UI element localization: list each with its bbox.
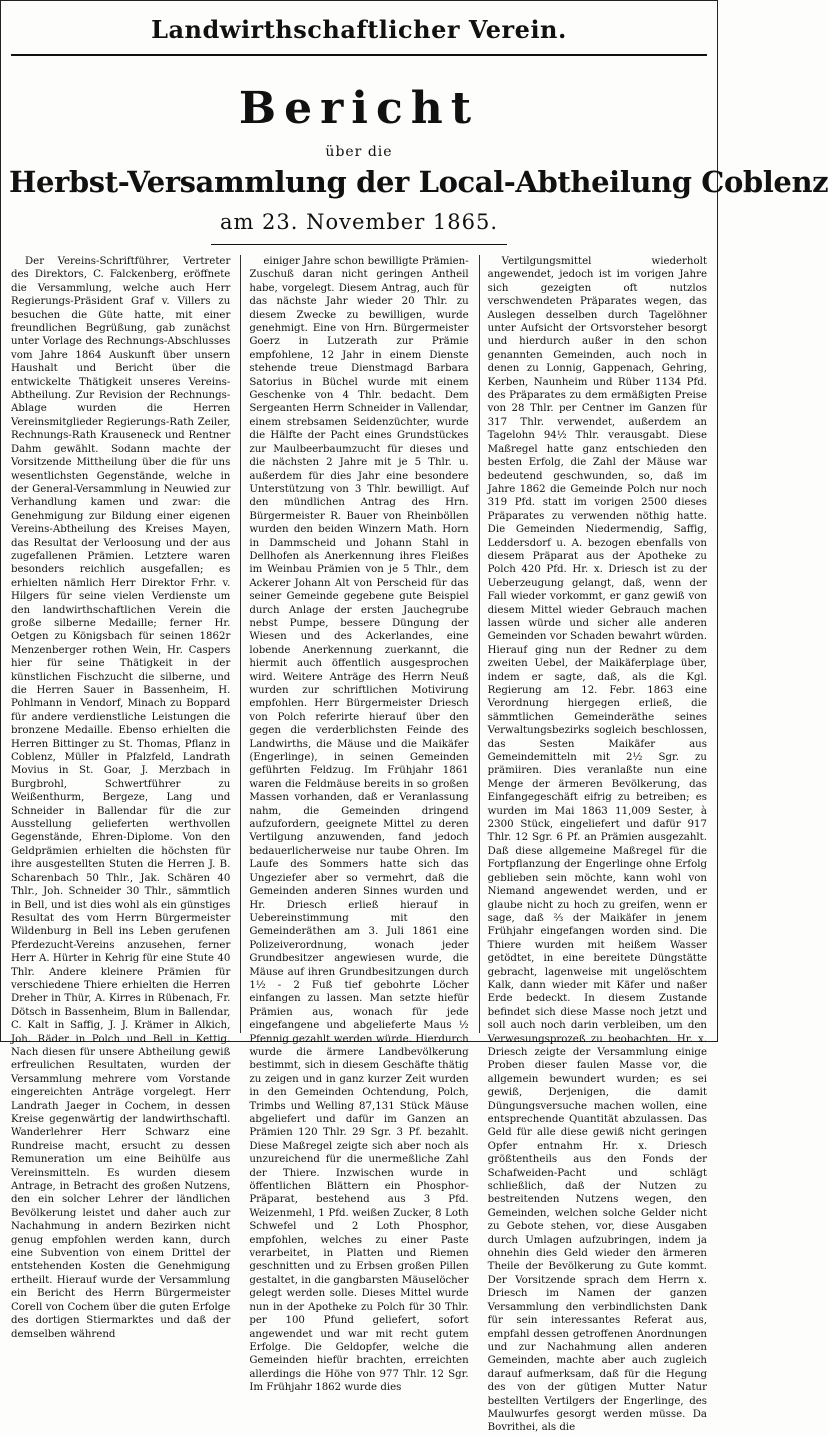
report-heading: Bericht xyxy=(238,83,480,134)
meeting-title: Herbst-Versammlung der Local-Abtheilung Coblenz xyxy=(9,165,828,199)
section-header: Landwirthschaftlicher Verein. xyxy=(151,15,567,44)
meeting-date: am 23. November 1865. xyxy=(219,210,499,234)
article-column-3 xyxy=(479,255,707,1434)
article-column-2 xyxy=(240,255,469,1394)
title-rule xyxy=(211,244,507,245)
column-1-text: Der Vereins-Schriftführer, Vertreter des Direktors, C. Falckenberg, eröffnete die Versammlung, welche auch Herr Regierungs-Präsident Graf v. Villers zu besuchen die Güte hatte, mit einer freundlichen Begrüßung, gab zunächst unter Vorlage des Rechnungs-Abschlusses vom Jahre 1864 Auskunft über unsern Haushalt und Bericht über die entwickelte Thätigkeit unseres Vereins-Abtheilung. Zur Revision der Rechnungs-Ablage wurden die Herren Vereinsmitglieder Regierungs-Rath Zeiler, Rechnungs-Rath Krauseneck und Rentner Dahm gewählt. Sodann machte der Vorsitzende Mittheilung über die für uns wesentlichsten Gegenstände, welche in der General-Versammlung in Neuwied zur Verhandlung kamen und zwar: die Genehmigung zur Bildung einer eigenen Vereins-Abtheilung des Kreises Mayen, das Resultat der Verloosung und der aus zugefallenen Prämien. Letztere waren besonders reichlich ausgefallen; es erhielten nämlich Herr Direktor Frhr. v. Hilgers für seine vielen Verdienste um den landwirthschaftlichen Verein die große silberne Medaille; ferner Hr. Oetgen zu Königsbach für seinen 1862r Menzenberger rothen Wein, Hr. Caspers hier für seine Thätigkeit in der künstlichen Fischzucht die silberne, und die Herren Sauer in Bassenheim, H. Pohlmann in Vendorf, Minach zu Boppard für andere verdienstliche Leistungen die bronzene Medaille. Ebenso erhielten die Herren Bittinger zu St. Thomas, Pflanz in Coblenz, Müller in Pfalzfeld, Landrath Movius in St. Goar, J. Merzbach in Burgbrohl, Schwertführer zu Weißenthurm, Bergeze, Lang und Schneider in Ballendar für die zur Ausstellung gelieferten werthvollen Gegenstände, Ehren-Diplome. Von den Geldprämien erhielten die höchsten für ihre ausgestellten Stuten die Herren J. B. Scharenbach 50 Thlr., Jak. Schären 40 Thlr., Joh. Schneider 30 Thlr., sämmtlich in Bell, und ist dies wohl als ein günstiges Resultat des vom Herrn Bürgermeister Wildenburg in Bell ins Leben gerufenen Pferdezucht-Vereins anzusehen, ferner Herr A. Hürter in Kehrig für eine Stute 40 Thlr. Andere kleinere Prämien für verschiedene Thiere erhielten die Herren Dreher in Thür, A. Kirres in Rübenach, Fr. Dötsch in Bassenheim, Blum in Ballendar, C. Kalt in Saffig, J. J. Krämer in Alkich, Joh. Räder in Polch und Bell in Kettig. Nach diesen für unsere Abtheilung gewiß erfreulichen Resultaten, wurden der Versammlung mehrere vom Vorstande eingereichten Anträge vorgelegt. Herr Landrath Jaeger in Cochem, in dessen Kreise gegenwärtig der landwirthschaftl. Wanderlehrer Herr Schwarz eine Rundreise macht, ersucht zu dessen Remuneration um eine Beihülfe aus Vereinsmitteln. Es wurden diesem Antrage, in Betracht des großen Nutzens, den ein solcher Lehrer der ländlichen Bevölkerung leistet und daher auch zur Nachahmung in andern Bezirken nicht genug empfohlen werden kann, durch eine Subvention von einem Drittel der entstehenden Kosten die Genehmigung ertheilt. Hierauf wurde der Versammlung ein Bericht des Herrn Bürgermeister Corell von Cochem über die guten Erfolge des dortigen Stiermarktes und daß der demselben während xyxy=(11,256,231,1340)
column-3-text: Vertilgungsmittel wiederholt angewendet, jedoch ist im vorigen Jahre sich gezeigten oft nutzlos verschwendeten Präparates wegen, das Auslegen desselben durch Tagelöhner unter Aufsicht der Ortsvorsteher besorgt und hierdurch außer in den schon genannten Gemeinden, auch noch in denen zu Lonnig, Gappenach, Gehring, Kerben, Naunheim und Rüber 1134 Pfd. des Präparates zu dem ermäßigten Preise von 28 Thlr. per Centner im Ganzen für 317 Thlr. verwendet, außerdem an Tagelohn 94½ Thlr. verausgabt. Diese Maßregel hatte ganz entschieden den besten Erfolg, die Zahl der Mäuse war bedeutend geschwunden, so, daß im Jahre 1862 die Gemeinde Polch nur noch 319 Pfd. statt im vorigen 2500 dieses Präparates zu verwenden nöthig hatte. Die Gemeinden Niedermendig, Saffig, Leddersdorf u. A. bezogen ebenfalls von diesem Präparat aus der Apotheke zu Polch 420 Pfd. Hr. x. Driesch ist zu der Ueberzeugung gelangt, daß, wenn der Fall wieder vorkommt, er ganz gewiß von diesem Mittel wieder Gebrauch machen lassen würde und sicher alle anderen Gemeinden vor Schaden bewahrt würden. Hierauf ging nun der Redner zu dem zweiten Uebel, der Maikäferplage über, indem er sagte, daß, als die Kgl. Regierung am 12. Febr. 1863 eine Verordnung hiergegen erließ, die sämmtlichen Gemeinderäthe seines Verwaltungsbezirks sogleich beschlossen, das Sesten Maikäfer aus Gemeindemitteln mit 2½ Sgr. zu prämiiren. Dies veranlaßte nun eine Menge der ärmeren Bevölkerung, das Einfangegeschäft eifrig zu betreiben; es wurden im Mai 1863 11,009 Sester, à 2300 Stück, eingeliefert und dafür 917 Thlr. 12 Sgr. 6 Pf. an Prämien ausgezahlt. Daß diese allgemeine Maßregel für die Fortpflanzung der Engerlinge ohne Erfolg geblieben sein möchte, kann wohl von Niemand angewendet werden, und er glaube nicht zu hoch zu greifen, wenn er sage, daß ⅔ der Maikäfer in jenem Frühjahr eingefangen worden sind. Die Thiere wurden mit heißem Wasser getödtet, in eine bereitete Düngstätte gebracht, lagenweise mit ungelöschtem Kalk, dann wieder mit Käfer und naßer Erde bedeckt. In diesem Zustande befindet sich diese Masse noch jetzt und soll auch noch darin verbleiben, um den Verwesungsprozeß zu beobachten. Hr. x. Driesch zeigte der Versammlung einige Proben dieser faulen Masse vor, die allgemein bewundert wurden; es sei gewiß, Derjenigen, die damit Düngungsversuche machen wollen, eine entsprechende Quantität abzulassen. Das Geld für alle diese gewiß nicht geringen Opfer entnahm Hr. x. Driesch größtentheils aus den Fonds der Schafweiden-Pacht und schlägt schließlich, daß der Nutzen zu bestreitenden Nutzens wegen, den Gemeinden, welchen solche Gelder nicht zu Gebote stehen, vor, diese Ausgaben durch Umlagen aufzubringen, indem ja ohnehin dies Geld wieder den ärmeren Theile der Bevölkerung zu Gute kommt. Der Vorsitzende sprach dem Herrn x. Driesch im Namen der ganzen Versammlung den verbindlichsten Dank für sein interessantes Referat aus, empfahl dessen getroffenen Anordnungen und zur Nachahmung allen anderen Gemeinden, machte aber auch zugleich darauf aufmerksam, daß für die Hegung des von der gütigen Mutter Natur bestellten Vertilgers der Engerlinge, des Maulwurfes gesorgt werden müsse. Da Bovrithei, als die xyxy=(487,256,707,1434)
article-column-1 xyxy=(11,255,231,1340)
column-2-text: einiger Jahre schon bewilligte Prämien-Zuschuß daran nicht geringen Antheil habe, vorgelegt. Diesem Antrag, auch für das nächste Jahr wieder 20 Thlr. zu diesem Zwecke zu bewilligen, wurde genehmigt. Eine von Hrn. Bürgermeister Goerz in Lutzerath zur Prämie empfohlene, 12 Jahr in einem Dienste stehende treue Dienstmagd Barbara Satorius in Büchel wurde mit einem Geschenke von 4 Thlr. bedacht. Dem Sergeanten Herrn Schneider in Vallendar, einem strebsamen Seidenzüchter, wurde die Hälfte der Pacht eines Grundstückes zur Maulbeerbaumzucht für dieses und die nächsten 2 Jahre mit je 5 Thlr. u. außerdem für dies Jahr eine besondere Unterstützung von 3 Thlr. bewilligt. Auf den mündlichen Antrag des Hrn. Bürgermeister R. Bauer von Rheinböllen wurden den beiden Winzern Math. Horn in Dammscheid und Johann Stahl in Dellhofen als Anerkennung ihres Fleißes im Weinbau Prämien von je 5 Thlr., dem Ackerer Johann Alt von Perscheid für das seiner Gemeinde gegebene gute Beispiel durch Anlage der ersten Jauchegrube nebst Pumpe, bessere Düngung der Wiesen und des Ackerlandes, eine lobende Anerkennung zuerkannt, die hiermit auch öffentlich ausgesprochen wird. Weitere Anträge des Herrn Neuß wurden zur schriftlichen Motivirung empfohlen. Herr Bürgermeister Driesch von Polch referirte hierauf über den gegen die verderblichsten Feinde des Landwirths, die Mäuse und die Maikäfer (Engerlinge), in seinen Gemeinden geführten Feldzug. Im Frühjahr 1861 waren die Feldmäuse bereits in so großen Massen vorhanden, daß er Veranlassung nahm, die Gemeinden dringend aufzufordern, geeignete Mittel zu deren Vertilgung anzuwenden, fand jedoch bedauerlicherweise nur taube Ohren. Im Laufe des Sommers hatte sich das Ungeziefer aber so vermehrt, daß die Gemeinden anderen Sinnes wurden und Hr. Driesch erließ hierauf in Uebereinstimmung mit den Gemeinderäthen am 3. Juli 1861 eine Polizeiverordnung, wonach jeder Grundbesitzer angewiesen wurde, die Mäuse auf ihren Grundbesitzungen durch 1½ - 2 Fuß tief gebohrte Löcher einfangen zu lassen. Man setzte hiefür Prämien aus, wonach für jede eingefangene und abgelieferte Maus ½ Pfennig gezahlt werden würde. Hierdurch wurde die ärmere Landbevölkerung bestimmt, sich in diesem Geschäfte thätig zu zeigen und in ganz kurzer Zeit wurden in den Gemeinden Ochtendung, Polch, Trimbs und Welling 87,131 Stück Mäuse abgeliefert und dafür im Ganzen an Prämien 120 Thlr. 29 Sgr. 3 Pf. bezahlt. Diese Maßregel zeigte sich aber noch als unzureichend für die unermeßliche Zahl der Thiere. Inzwischen wurde in öffentlichen Blättern ein Phosphor-Präparat, bestehend aus 3 Pfd. Weizenmehl, 1 Pfd. weißen Zucker, 8 Loth Schwefel und 2 Loth Phosphor, empfohlen, welches zu einer Paste verarbeitet, in Platten und Riemen geschnitten und zu Erbsen großen Pillen gestaltet, in die gangbarsten Mäuselöcher gelegt werden solle. Dieses Mittel wurde nun in der Apotheke zu Polch für 30 Thlr. per 100 Pfund geliefert, sofort angewendet und war mit recht gutem Erfolge. Die Geldopfer, welche die Gemeinden hiefür brachten, erreichten allerdings die Höhe von 977 Thlr. 12 Sgr. Im Frühjahr 1862 wurde dies xyxy=(249,256,469,1394)
article-columns xyxy=(11,255,707,1434)
header-rule xyxy=(11,54,707,56)
subheading: über die xyxy=(325,144,393,160)
